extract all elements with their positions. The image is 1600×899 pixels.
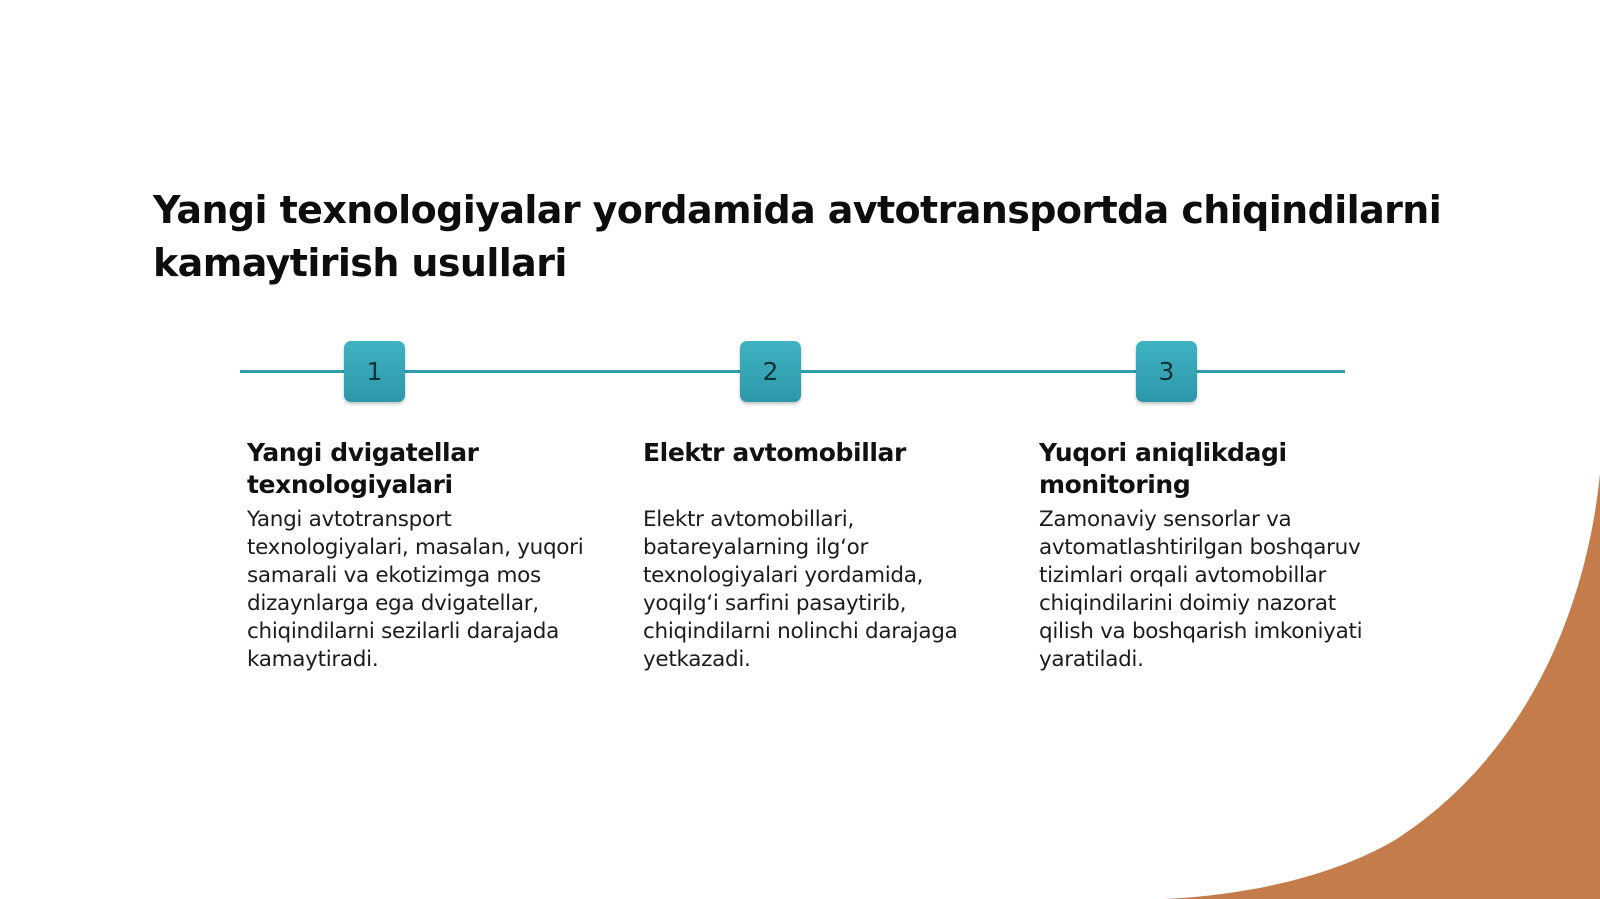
step-column-1: [247, 437, 597, 674]
step-column-3: [1039, 437, 1389, 674]
step-heading-1: Yangi dvigatellar texnologiyalari: [247, 438, 479, 499]
step-column-2: [643, 437, 993, 674]
step-number-badge-2: 2: [740, 341, 801, 402]
step-text-1: Yangi avtotransport texnologiyalari, masalan, yuqori samarali va ekotizimga mos dizaynlarga ega dvigatellar, chiqindilarni sezilarli darajada kamaytiradi.: [247, 507, 584, 672]
step-number-badge-3: 3: [1136, 341, 1197, 402]
step-number-badge-1: 1: [344, 341, 405, 402]
step-text-3: Zamonaviy sensorlar va avtomatlashtirilgan boshqaruv tizimlari orqali avtomobillar chiqindilarini doimiy nazorat qilish va boshqarish imkoniyati yaratiladi.: [1039, 507, 1363, 672]
step-text-2: Elektr avtomobillari, batareyalarning ilg‘or texnologiyalari yordamida, yoqilg‘i sarfini pasaytirib, chiqindilarni nolinchi darajaga yetkazadi.: [643, 507, 958, 672]
slide-title: Yangi texnologiyalar yordamida avtotransportda chiqindilarni kamaytirish usullari: [153, 188, 1442, 285]
step-heading-3: Yuqori aniqlikdagi monitoring: [1039, 438, 1287, 499]
step-heading-2: Elektr avtomobillar: [643, 438, 906, 467]
